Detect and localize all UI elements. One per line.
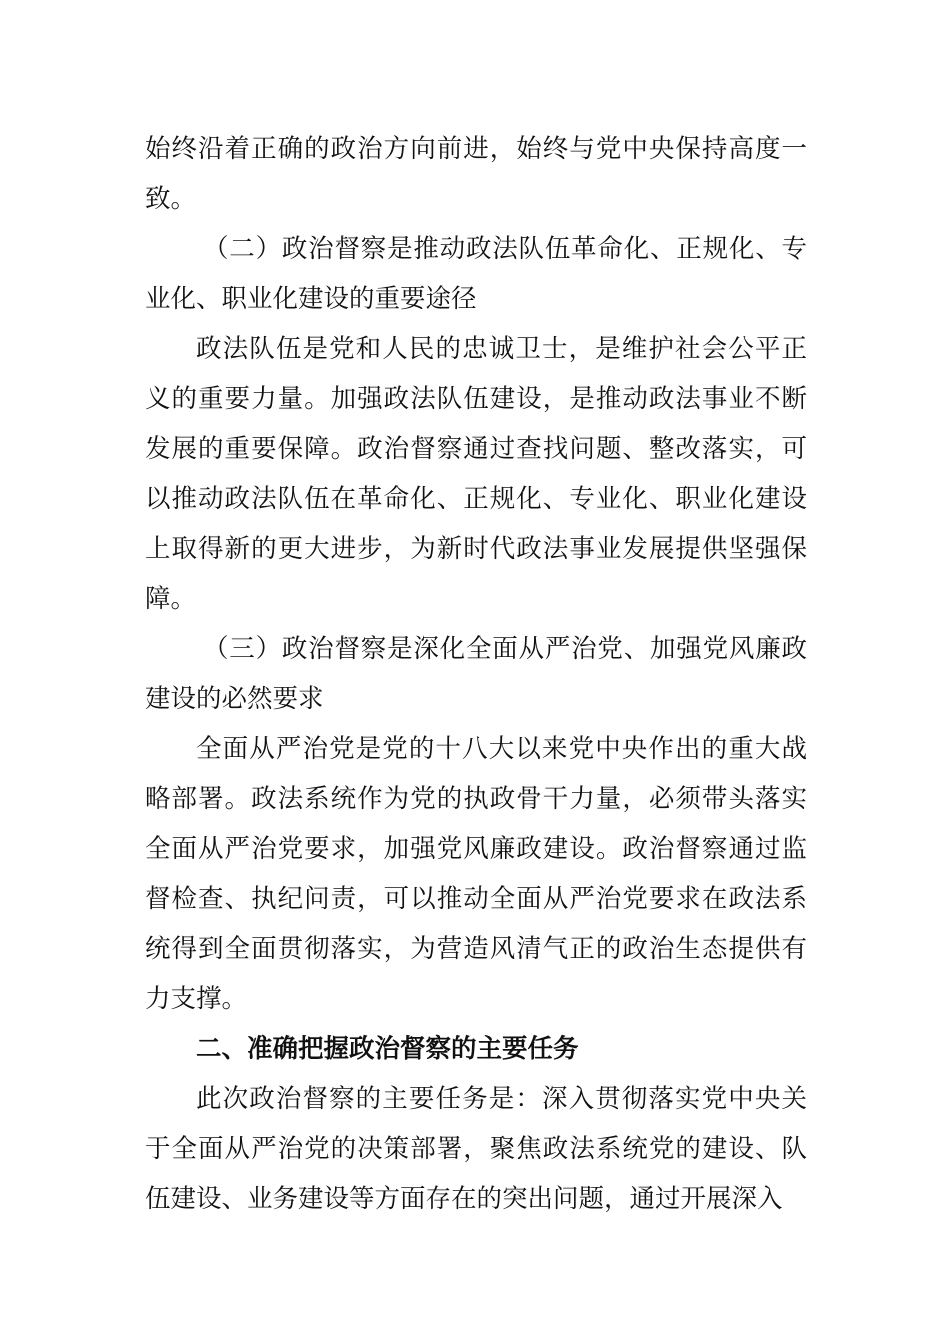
document-body [145, 124, 807, 1224]
paragraph-party-discipline: 全面从严治党是党的十八大以来党中央作出的重大战略部署。政法系统作为党的执政骨干力量，必须带头落实全面从严治党要求，加强党风廉政建设。政治督察通过监督检查、执纪问责，可以推动全面从严治党要求在政法系统得到全面贯彻落实，为营造风清气正的政治生态提供有力支撑。 [145, 734, 807, 1014]
subheading-2: （二）政治督察是推动政法队伍革命化、正规化、专业化、职业化建设的重要途径 [145, 234, 807, 314]
paragraph-team-building: 政法队伍是党和人民的忠诚卫士，是维护社会公平正义的重要力量。加强政法队伍建设，是推动政法事业不断发展的重要保障。政治督察通过查找问题、整改落实，可以推动政法队伍在革命化、正规化、专业化、职业化建设上取得新的更大进步，为新时代政法事业发展提供坚强保障。 [145, 334, 807, 614]
paragraph-main-tasks: 此次政治督察的主要任务是：深入贯彻落实党中央关于全面从严治党的决策部署，聚焦政法系统党的建设、队伍建设、业务建设等方面存在的突出问题，通过开展深入 [145, 1084, 807, 1214]
section-heading-main-tasks: 二、准确把握政治督察的主要任务 [196, 1034, 579, 1064]
paragraph-continuation: 始终沿着正确的政治方向前进，始终与党中央保持高度一致。 [145, 134, 807, 214]
subheading-3: （三）政治督察是深化全面从严治党、加强党风廉政建设的必然要求 [145, 634, 807, 714]
